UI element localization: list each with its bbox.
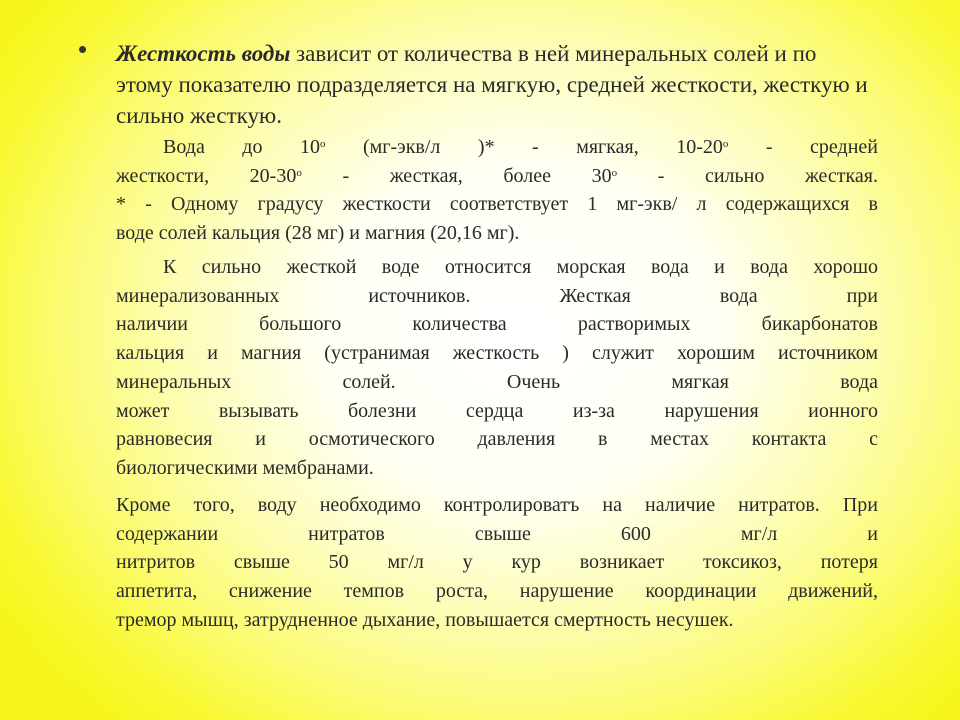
degree-mark: о — [319, 138, 326, 150]
hardness-scale-block — [116, 133, 878, 248]
main-paragraph-text: зависит от количества в ней минеральных солей и по этому показателю подразделяется на мягкую, средней жесткости, жесткую и сильно жесткую. — [116, 41, 868, 128]
degree-mark: о — [722, 138, 729, 150]
nitrates-line: нитритов свыше 50 мг/л у кур возникает токсикоз, потеря — [116, 551, 878, 574]
degree-mark: о — [611, 166, 618, 179]
hardness-footnote-line-2: воде солей кальция (28 мг) и магния (20,16 мг). — [116, 222, 520, 245]
nitrates-line: содержании нитратов свыше 600 мг/л и — [116, 522, 878, 545]
degree-mark: о — [296, 166, 302, 179]
main-paragraph — [116, 38, 876, 131]
nitrates-line: тремор мышц, затрудненное дыхание, повышается смертность несушек. — [116, 608, 734, 631]
hardness-line-2-part-a: жесткости, 20-30 — [116, 164, 297, 187]
sea-water-line: минерализованных источников. Жесткая вода при — [116, 284, 878, 307]
hardness-line-1 — [116, 133, 878, 162]
hardness-footnote-line-1: * - Одному градусу жесткости соответствует 1 мг-экв/ л содержащихся в — [116, 193, 878, 216]
sea-water-line — [116, 253, 878, 282]
hardness-line-1-part-a: Вода до 10 — [163, 136, 320, 158]
sea-water-line: биологическими мембранами. — [116, 456, 374, 479]
sea-water-line-text: К сильно жесткой воде относится морская вода и вода хорошо — [163, 256, 878, 278]
hardness-line-2 — [116, 162, 878, 191]
sea-water-block — [116, 253, 878, 483]
bullet-icon: • — [78, 34, 88, 64]
bold-term: Жесткость воды — [116, 41, 291, 66]
nitrates-line: Кроме того, воду необходимо контролироватъ на наличие нитратов. При — [116, 494, 878, 516]
nitrates-line: аппетита, снижение темпов роста, нарушение координации движений, — [116, 580, 878, 603]
sea-water-line: наличии большого количества растворимых бикарбонатов — [116, 313, 878, 336]
hardness-line-1-part-b: (мг-экв/л )* - мягкая, 10-20 — [325, 136, 723, 158]
sea-water-line: может вызывать болезни сердца из-за нарушения ионного — [116, 399, 878, 422]
sea-water-line: кальция и магния (устранимая жесткость ) служит хорошим источником — [116, 342, 878, 365]
hardness-line-2-part-b: - жесткая, более 30 — [301, 164, 612, 187]
hardness-line-1-part-c: - средней — [728, 136, 878, 158]
hardness-line-2-part-c: - сильно жесткая. — [617, 164, 879, 187]
nitrates-block — [116, 491, 878, 635]
sea-water-line: равновесия и осмотического давления в местах контакта с — [116, 428, 878, 451]
sea-water-line: минеральных солей. Очень мягкая вода — [116, 370, 878, 393]
